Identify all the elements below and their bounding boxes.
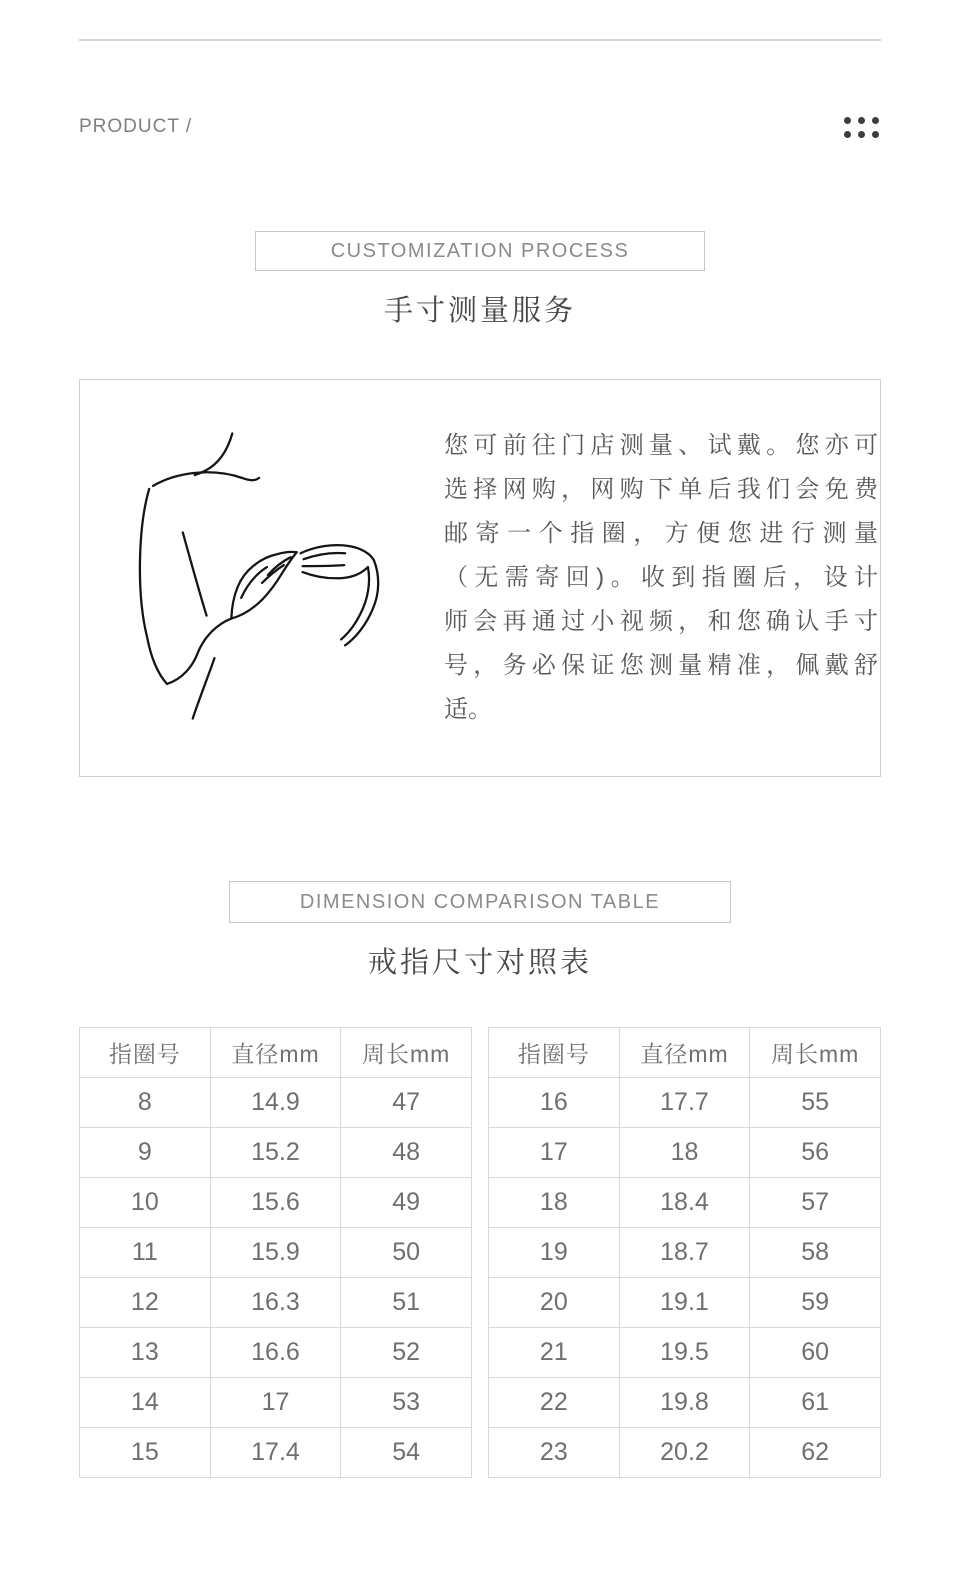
table-row [80,1178,472,1228]
size-cell: 10 [80,1178,211,1228]
description-line: 适。 [444,696,492,723]
size-cell: 19 [489,1228,620,1278]
hand-measurement-illustration [92,378,432,774]
table-row [80,1078,472,1128]
size-cell: 19.8 [619,1378,750,1428]
size-cell: 57 [750,1178,881,1228]
measurement-info-box [79,379,881,777]
size-cell: 20 [489,1278,620,1328]
section-tag-dimension-table [229,881,731,923]
size-cell: 50 [341,1228,472,1278]
top-divider [79,39,881,41]
description-line: 号，务必保证您测量精准，佩戴舒 [444,652,878,679]
table-row [489,1428,881,1478]
size-cell: 11 [80,1228,211,1278]
column-header: 周长mm [750,1028,881,1078]
table-row [80,1228,472,1278]
illustration-wrap [80,378,444,779]
size-cell: 17 [489,1128,620,1178]
table-row [80,1128,472,1178]
table-row [489,1328,881,1378]
size-cell: 15.6 [210,1178,341,1228]
table-row [489,1278,881,1328]
description-line: （无需寄回)。收到指圈后，设计 [444,564,878,591]
size-cell: 55 [750,1078,881,1128]
size-cell: 49 [341,1178,472,1228]
table-row [489,1178,881,1228]
size-cell: 21 [489,1328,620,1378]
size-cell: 17 [210,1378,341,1428]
table-row [489,1378,881,1428]
size-cell: 48 [341,1128,472,1178]
description-line: 选择网购，网购下单后我们会免费 [444,476,878,503]
size-cell: 12 [80,1278,211,1328]
measurement-service-title: 手寸测量服务 [383,295,576,327]
size-cell: 15 [80,1428,211,1478]
ring-size-table-right [488,1027,881,1478]
column-header: 指圈号 [80,1028,211,1078]
breadcrumb[interactable]: PRODUCT / [79,116,193,137]
size-cell: 16 [489,1078,620,1128]
size-cell: 16.6 [210,1328,341,1378]
size-cell: 14 [80,1378,211,1428]
size-cell: 15.9 [210,1228,341,1278]
table-row [80,1378,472,1428]
size-cell: 8 [80,1078,211,1128]
description-line: 邮寄一个指圈，方便您进行测量 [444,520,878,547]
description-line: 师会再通过小视频，和您确认手寸 [444,608,878,635]
size-cell: 62 [750,1428,881,1478]
table-row [489,1128,881,1178]
table-header-row [80,1028,472,1078]
table-header-row [489,1028,881,1078]
size-cell: 17.7 [619,1078,750,1128]
size-cell: 18 [619,1128,750,1178]
grid-menu-icon[interactable] [844,117,879,138]
size-cell: 19.1 [619,1278,750,1328]
page-header [79,111,881,143]
size-cell: 13 [80,1328,211,1378]
size-cell: 51 [341,1278,472,1328]
measurement-description [444,424,878,732]
size-cell: 53 [341,1378,472,1428]
size-cell: 60 [750,1328,881,1378]
size-cell: 18 [489,1178,620,1228]
size-cell: 19.5 [619,1328,750,1378]
size-cell: 22 [489,1378,620,1428]
size-cell: 9 [80,1128,211,1178]
size-cell: 59 [750,1278,881,1328]
product-detail-page [79,39,881,1518]
section-tag-label: DIMENSION COMPARISON TABLE [299,890,661,913]
column-header: 周长mm [341,1028,472,1078]
size-cell: 20.2 [619,1428,750,1478]
size-cell: 18.7 [619,1228,750,1278]
table-row [489,1078,881,1128]
section-tag-customization-process [255,231,705,271]
size-cell: 17.4 [210,1428,341,1478]
ring-size-tables [79,1027,881,1478]
size-cell: 18.4 [619,1178,750,1228]
size-cell: 54 [341,1428,472,1478]
size-cell: 47 [341,1078,472,1128]
size-cell: 58 [750,1228,881,1278]
column-header: 直径mm [210,1028,341,1078]
ring-size-table-left [79,1027,472,1478]
size-table-title: 戒指尺寸对照表 [367,947,592,979]
table-row [80,1428,472,1478]
size-cell: 15.2 [210,1128,341,1178]
table-row [80,1328,472,1378]
description-line: 您可前往门店测量、试戴。您亦可 [444,432,878,459]
size-cell: 23 [489,1428,620,1478]
size-cell: 14.9 [210,1078,341,1128]
table-row [80,1278,472,1328]
size-cell: 16.3 [210,1278,341,1328]
column-header: 指圈号 [489,1028,620,1078]
size-cell: 56 [750,1128,881,1178]
size-cell: 61 [750,1378,881,1428]
section-tag-label: CUSTOMIZATION PROCESS [330,239,630,262]
size-cell: 52 [341,1328,472,1378]
column-header: 直径mm [619,1028,750,1078]
table-row [489,1228,881,1278]
